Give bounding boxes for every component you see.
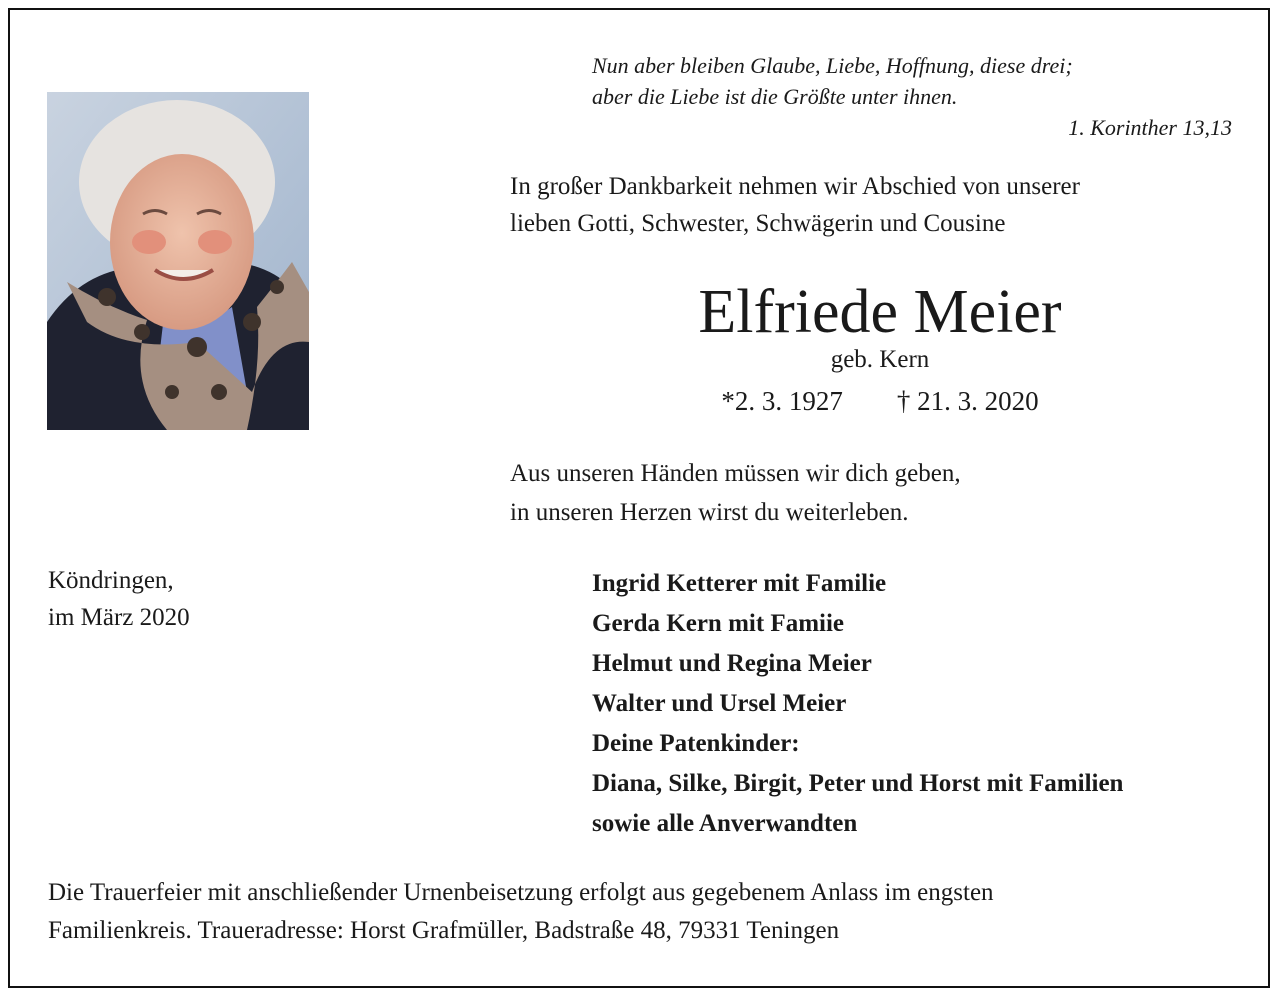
bible-verse — [592, 50, 1232, 143]
place-and-date — [48, 562, 190, 636]
mourner-entry: Deine Patenkinder: — [592, 730, 800, 757]
verse-line-1: Nun aber bleiben Glaube, Liebe, Hoffnung, diese drei; — [592, 53, 1073, 78]
mourners-list — [592, 564, 1123, 844]
death-date: † 21. 3. 2020 — [896, 386, 1039, 416]
place-line-1: Köndringen, — [48, 567, 174, 594]
birth-name: geb. Kern — [830, 346, 930, 373]
intro-line-2: lieben Gotti, Schwester, Schwägerin und Cousine — [510, 210, 1006, 237]
mourner-entry: Gerda Kern mit Famiie — [592, 610, 845, 637]
farewell-saying — [510, 454, 961, 532]
mourner-entry: Walter und Ursel Meier — [592, 690, 847, 717]
life-dates — [510, 384, 1250, 418]
birth-date: *2. 3. 1927 — [721, 386, 843, 416]
obituary-notice — [8, 8, 1270, 988]
place-line-2: im März 2020 — [48, 604, 190, 631]
intro-text — [510, 168, 1080, 242]
verse-line-2: aber die Liebe ist die Größte unter ihnen. — [592, 84, 958, 109]
notice-line-1: Die Trauerfeier mit anschließender Urnenbeisetzung erfolgt aus gegebenem Anlass im engsten — [48, 879, 994, 906]
funeral-notice — [48, 874, 1248, 950]
saying-line-2: in unseren Herzen wirst du weiterleben. — [510, 499, 909, 526]
mourner-entry: Helmut und Regina Meier — [592, 650, 872, 677]
verse-reference: 1. Korinther 13,13 — [1068, 115, 1232, 140]
deceased-name: Elfriede Meier — [698, 278, 1062, 346]
mourner-entry: Ingrid Ketterer mit Familie — [592, 570, 887, 597]
mourner-entry: sowie alle Anverwandten — [592, 810, 858, 837]
portrait-photo — [47, 92, 309, 430]
saying-line-1: Aus unseren Händen müssen wir dich geben, — [510, 460, 961, 487]
mourner-entry: Diana, Silke, Birgit, Peter und Horst mit Familien — [592, 770, 1124, 797]
notice-line-2: Familienkreis. Traueradresse: Horst Grafmüller, Badstraße 48, 79331 Teningen — [48, 917, 840, 944]
intro-line-1: In großer Dankbarkeit nehmen wir Abschied von unserer — [510, 173, 1080, 200]
